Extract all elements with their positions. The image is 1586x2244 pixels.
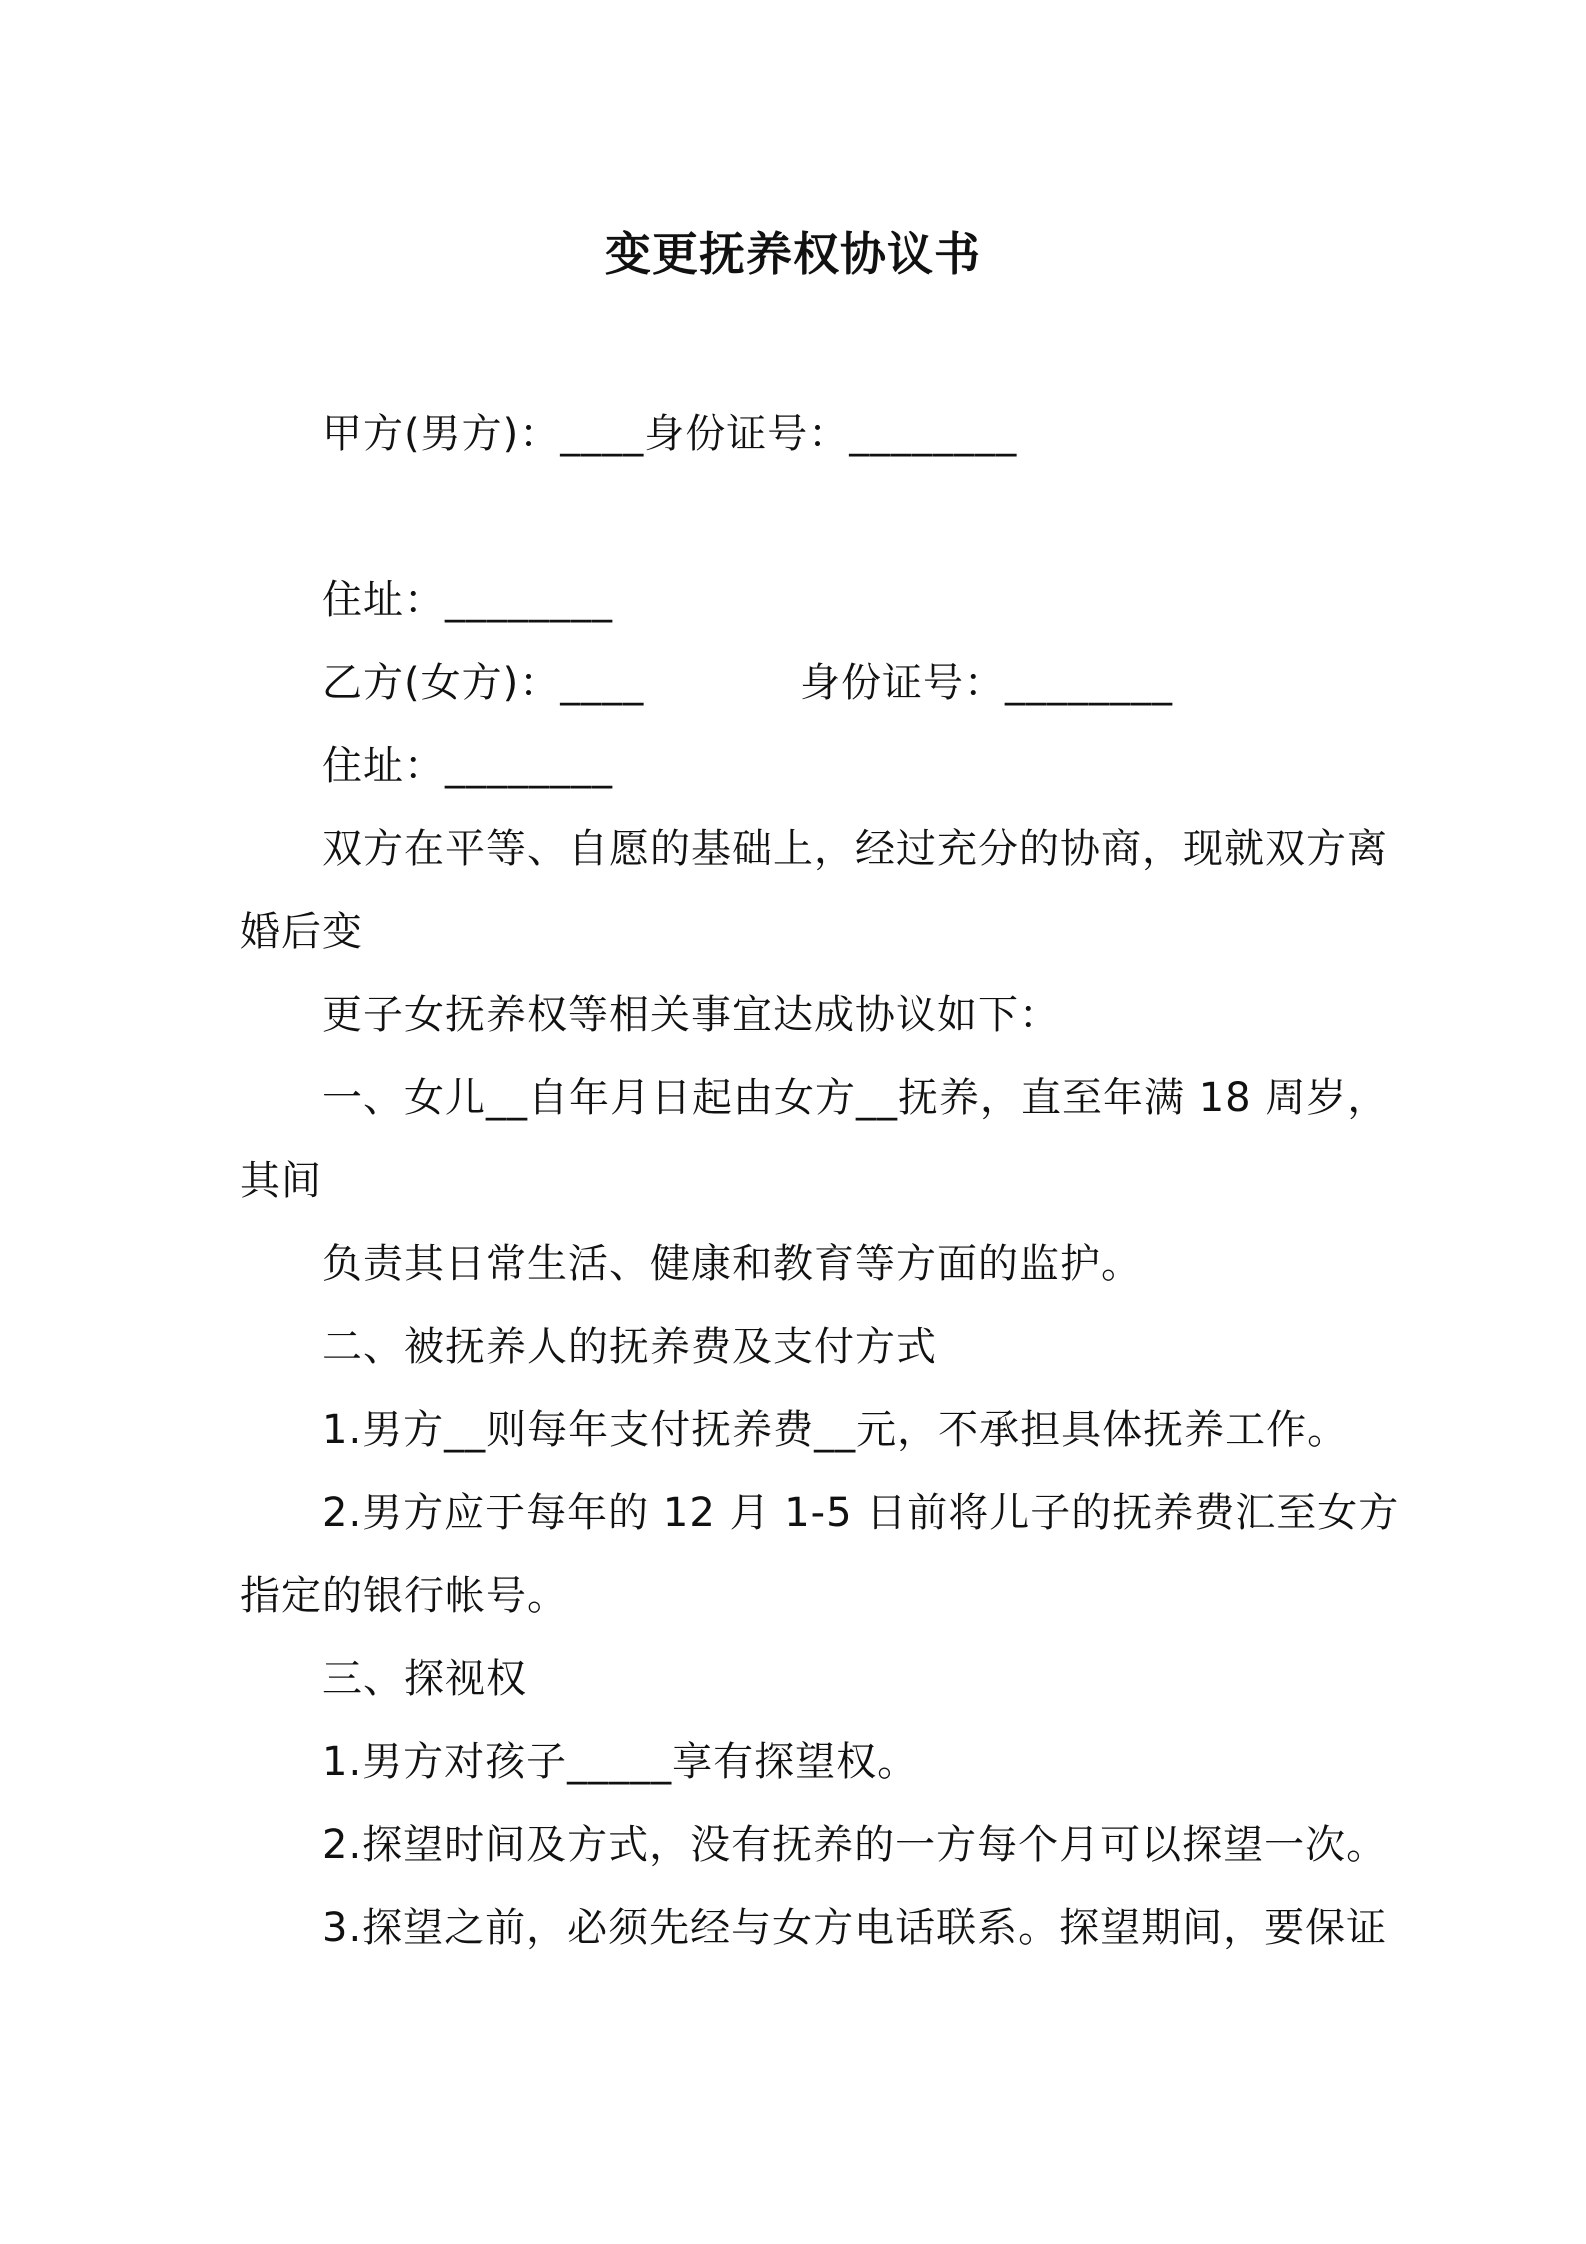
section2-item-2-line-2: 指定的银行帐号。 [240, 1573, 568, 1619]
section1-line-1: 一、女儿__自年月日起由女方__抚养，直至年满 18 周岁， [322, 1075, 1389, 1121]
intro-line-3: 更子女抚养权等相关事宜达成协议如下： [322, 992, 1060, 1038]
party-a-address: 住址：________ [322, 577, 613, 623]
intro-line-1: 双方在平等、自愿的基础上，经过充分的协商，现就双方离 [322, 826, 1388, 872]
section2-heading: 二、被抚养人的抚养费及支付方式 [322, 1324, 937, 1370]
section3-heading: 三、探视权 [322, 1656, 527, 1702]
intro-line-2: 婚后变 [240, 909, 363, 955]
section3-item-3: 3.探望之前，必须先经与女方电话联系。探望期间，要保证 [322, 1905, 1388, 1951]
section2-item-2-line-1: 2.男方应于每年的 12 月 1-5 日前将儿子的抚养费汇至女方 [322, 1490, 1400, 1536]
section3-item-1: 1.男方对孩子_____享有探望权。 [322, 1739, 919, 1785]
section3-item-2: 2.探望时间及方式，没有抚养的一方每个月可以探望一次。 [322, 1822, 1388, 1868]
party-b-id-field: 身份证号：________ [800, 660, 1173, 706]
party-b-line: 乙方(女方)：____ [322, 660, 645, 706]
party-a-line: 甲方(男方)：____身份证号：________ [322, 411, 1018, 457]
document-title: 变更抚养权协议书 [605, 227, 981, 281]
section1-line-2: 其间 [240, 1158, 322, 1204]
section2-item-1: 1.男方__则每年支付抚养费__元，不承担具体抚养工作。 [322, 1407, 1349, 1453]
party-b-address: 住址：________ [322, 743, 613, 789]
section1-line-3: 负责其日常生活、健康和教育等方面的监护。 [322, 1241, 1142, 1287]
